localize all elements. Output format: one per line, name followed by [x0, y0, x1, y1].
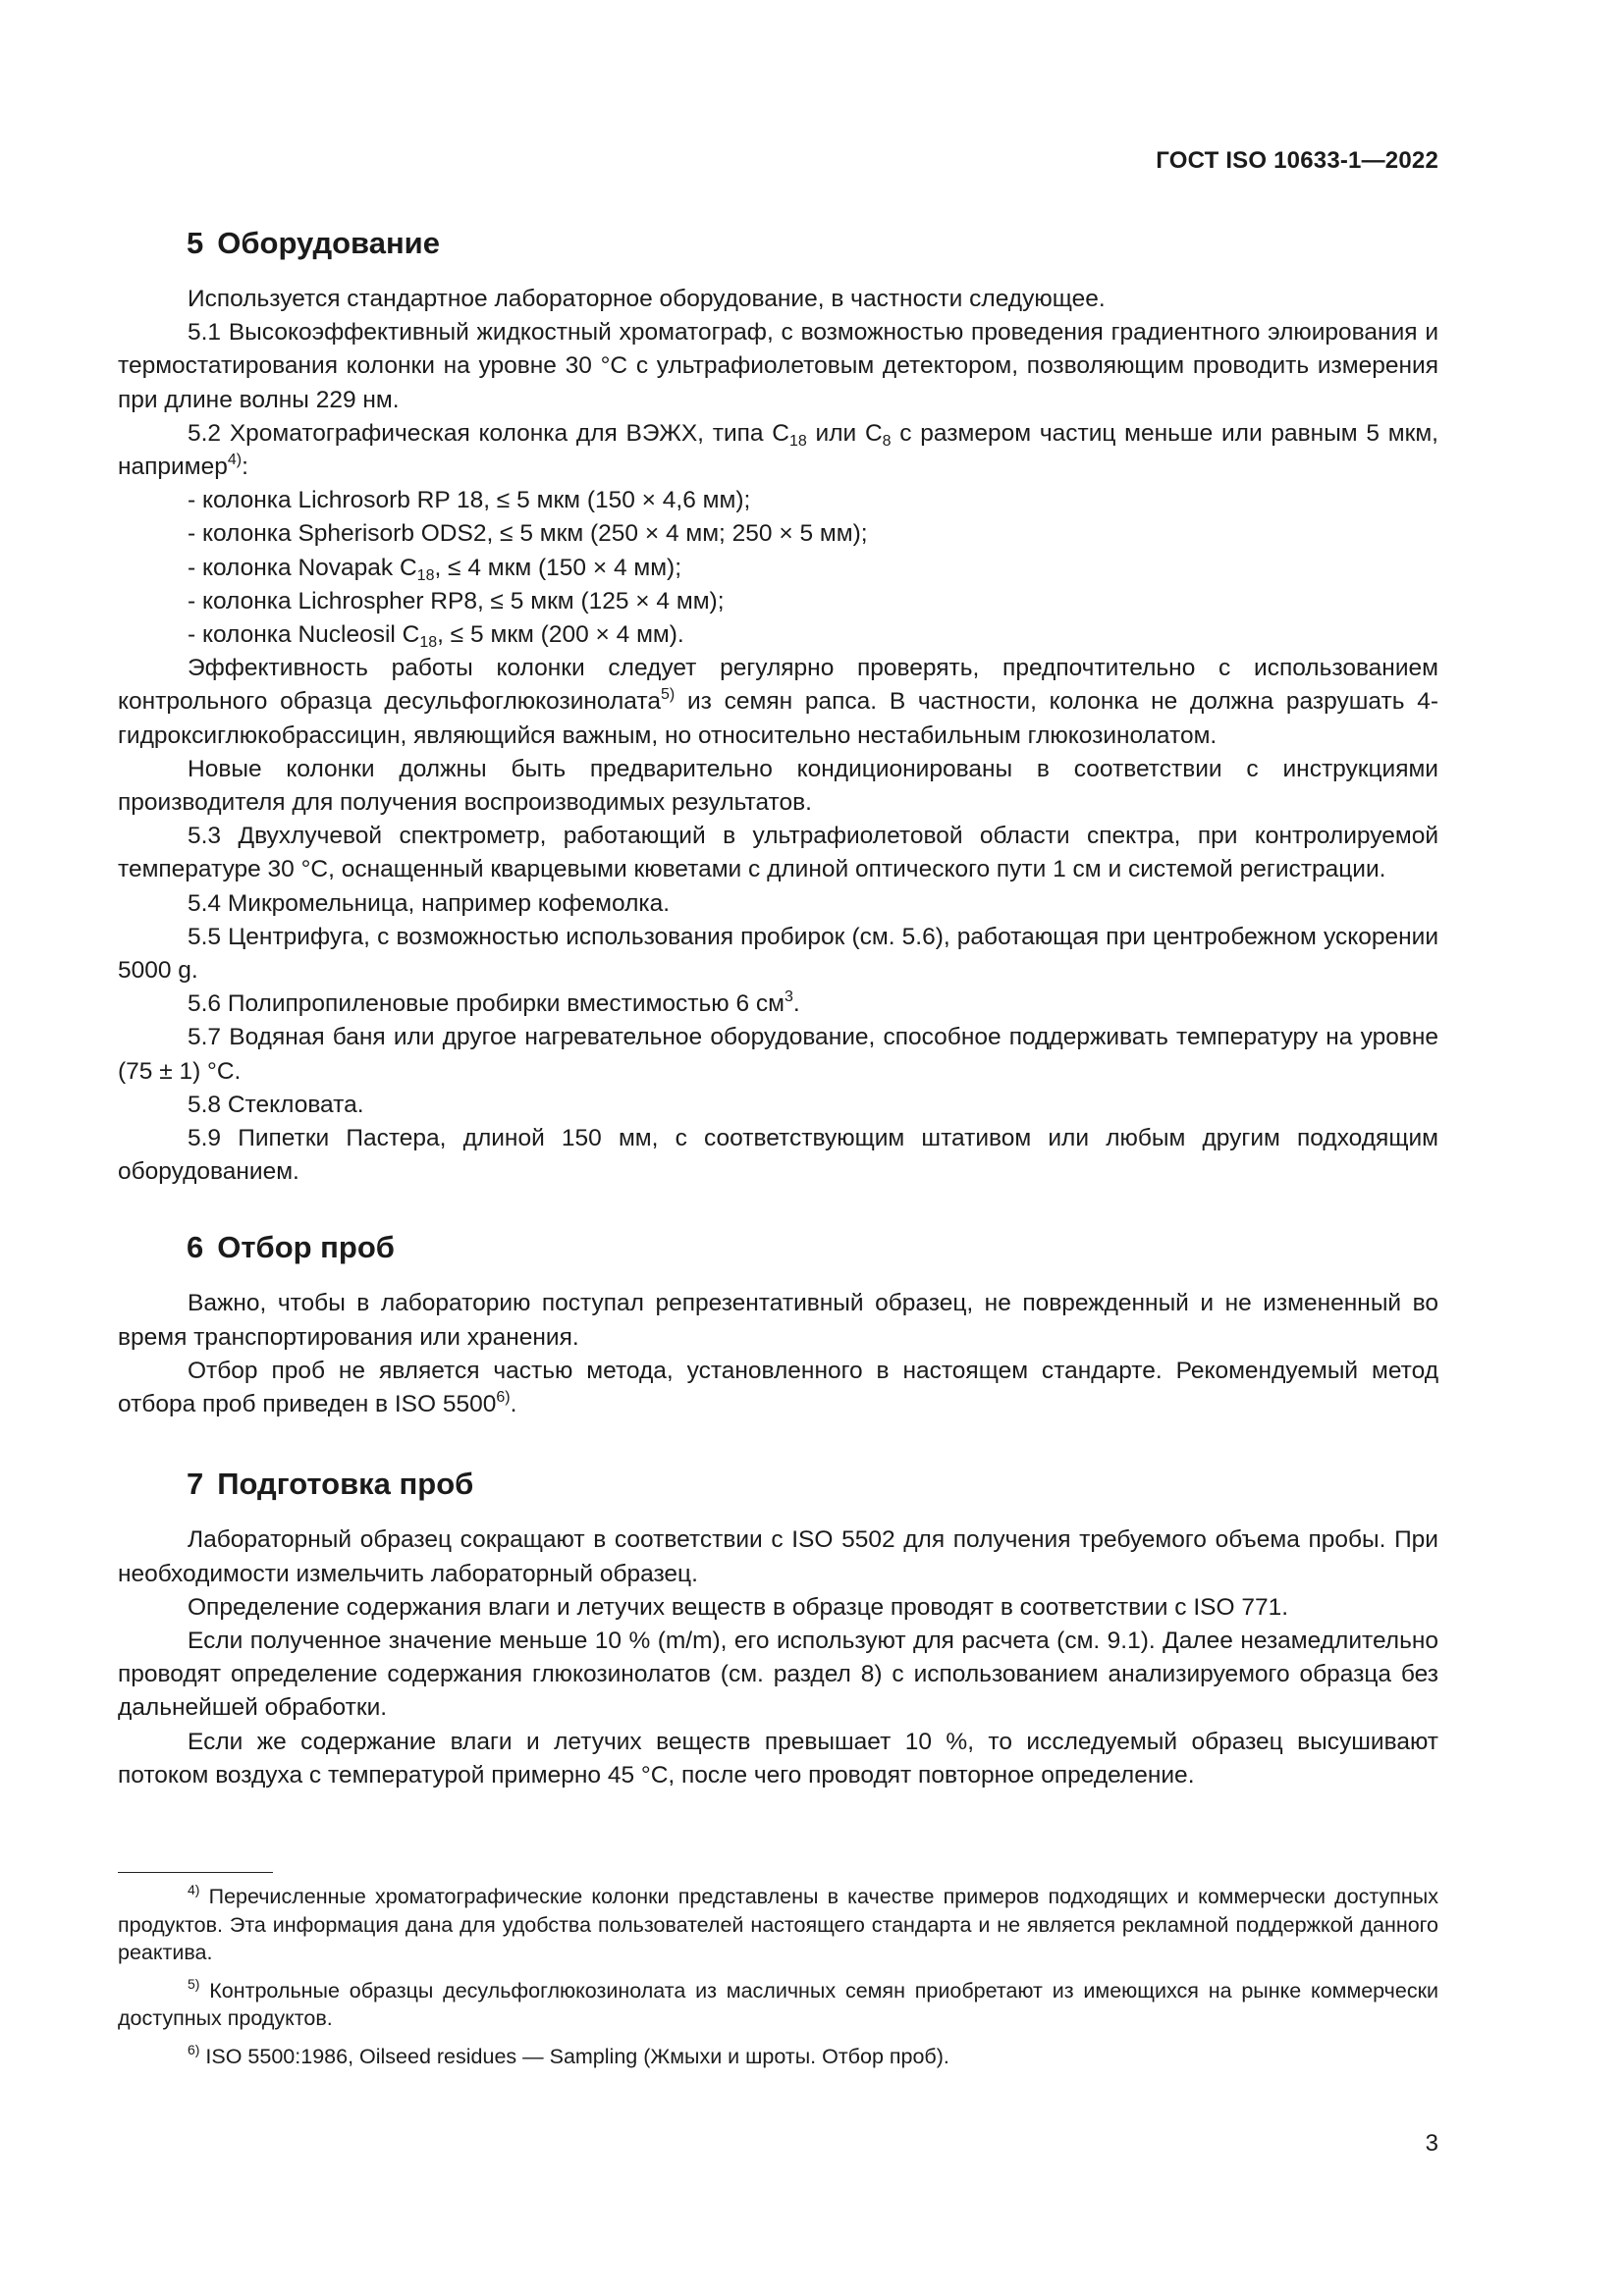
clause-5-4: 5.4 Микромельница, например кофемолка.	[188, 889, 671, 917]
footnote-4: $^{4)}$ Перечисленные хроматографические колонки представлены в качестве примеров подходящих и коммерчески доступных продуктов. Эта информация дана для удобства пользователей настоящего стандарта и не является рекламной поддержкой данного реактива.	[118, 1882, 1438, 1965]
clause-5-9: 5.9 Пипетки Пастера, длиной 150 мм, с соответствующим штативом или любым другим подходящим оборудованием.	[118, 1125, 1438, 1186]
list-item: - колонка Nucleosil $С_{18}$, ≤ 5 мкм (200 × 4 мм).	[188, 621, 684, 652]
footnote-ref-5[interactable]: 5)	[660, 686, 676, 704]
footnotes	[118, 1883, 1438, 2081]
section-5-intro: Используется стандартное лабораторное оборудование, в частности следующее.	[188, 286, 1106, 312]
section-7-number: 7	[187, 1467, 204, 1502]
clause-5-3: 5.3 Двухлучевой спектрометр, работающий в ультрафиолетовой области спектра, при контролируемой температуре 30 °С, оснащенный кварцевыми кюветами с длиной оптического пути 1 см и системой регистрации.	[118, 823, 1438, 883]
section-6-number: 6	[187, 1230, 204, 1265]
section-6-paragraph-2: Отбор проб не является частью метода, установленного в настоящем стандарте. Рекомендуемый метод отбора проб приведен в ISO 5500$^{6)}$.	[118, 1357, 1438, 1418]
clause-5-5: 5.5 Центрифуга, с возможностью использования пробирок (см. 5.6), работающая при центробежном ускорении 5000 g.	[118, 923, 1438, 985]
clause-5-2: 5.2 Хроматографическая колонка для ВЭЖХ, типа $С_{18}$ или $С_8$ с размером частиц меньше или равным 5 мкм, например$^{4)}$:	[118, 419, 1438, 481]
list-item: - колонка Lichrosorb RP 18, ≤ 5 мкм (150 × 4,6 мм);	[188, 487, 751, 514]
section-7-paragraph-4: Если же содержание влаги и летучих веществ превышает 10 %, то исследуемый образец высушивают потоком воздуха с температурой примерно 45 °С, после чего проводят повторное определение.	[118, 1728, 1438, 1789]
section-7-title: Подготовка проб	[217, 1467, 474, 1502]
list-item: - колонка Spherisorb ODS2, ≤ 5 мкм (250 × 4 мм; 250 × 5 мм);	[188, 520, 868, 548]
list-item: - колонка Lichrospher RP8, ≤ 5 мкм (125 × 4 мм);	[188, 587, 725, 614]
document-header: ГОСТ ISO 10633-1—2022	[1156, 147, 1438, 174]
column-efficiency-paragraph: Эффективность работы колонки следует регулярно проверять, предпочтительно с использованием контрольного образца десульфоглюкозинолата$^{5)}$ из семян рапса. В частности, колонка не должна разрушать 4-гидроксиглюкобрассицин, являющийся важным, но относительно нестабильным глюкозинолатом.	[118, 655, 1438, 749]
section-6-paragraph-1: Важно, чтобы в лабораторию поступал репрезентативный образец, не поврежденный и не измененный во время транспортирования или хранения.	[118, 1290, 1438, 1351]
footnote-ref-4[interactable]: 4)	[227, 452, 243, 469]
clause-5-1: 5.1 Высокоэффективный жидкостный хроматограф, с возможностью проведения градиентного элюирования и термостатирования колонки на уровне 30 °С с ультрафиолетовым детектором, позволяющим проводить измерения при длине волны 229 нм.	[118, 319, 1438, 413]
clause-5-6: 5.6 Полипропиленовые пробирки вместимостью 6 $см^3$.	[188, 988, 800, 1018]
new-columns-paragraph: Новые колонки должны быть предварительно кондиционированы в соответствии с инструкциями производителя для получения воспроизводимых результатов.	[118, 755, 1438, 817]
section-6-heading	[187, 1228, 1438, 1267]
section-7-heading	[187, 1465, 1438, 1504]
footnote-divider	[118, 1872, 273, 1873]
section-6-title: Отбор проб	[217, 1230, 395, 1265]
section-7-paragraph-3: Если полученное значение меньше 10 % (m/m), его используют для расчета (см. 9.1). Далее незамедлительно проводят определение содержания глюкозинолатов (см. раздел 8) с использованием анализируемого образца без дальнейшей обработки.	[118, 1627, 1438, 1722]
footnote-6: $^{6)}$ ISO 5500:1986, Oilseed residues — Sampling (Жмыхи и шроты. Отбор проб).	[188, 2041, 949, 2068]
section-5-heading	[187, 224, 1438, 263]
section-5-number: 5	[187, 226, 204, 260]
clause-5-8: 5.8 Стекловата.	[188, 1091, 364, 1118]
section-7-paragraph-2: Определение содержания влаги и летучих веществ в образце проводят в соответствии с ISO 771.	[188, 1593, 1289, 1621]
section-7-paragraph-1: Лабораторный образец сокращают в соответствии с ISO 5502 для получения требуемого объема пробы. При необходимости измельчить лабораторный образец.	[118, 1526, 1438, 1587]
footnote-ref-6[interactable]: 6)	[496, 1389, 511, 1407]
footnote-5: $^{5)}$ Контрольные образцы десульфоглюкозинолата из масличных семян приобретают из имеющихся на рынке коммерчески доступных продуктов.	[118, 1975, 1438, 2031]
page-number: 3	[1425, 2130, 1438, 2157]
section-5-title: Оборудование	[217, 226, 440, 260]
list-item: - колонка Novapak $С_{18}$, ≤ 4 мкм (150 × 4 мм);	[188, 554, 682, 584]
clause-5-7: 5.7 Водяная баня или другое нагревательное оборудование, способное поддерживать температуру на уровне (75 ± 1) °С.	[118, 1024, 1438, 1085]
main-content	[118, 224, 1438, 1792]
